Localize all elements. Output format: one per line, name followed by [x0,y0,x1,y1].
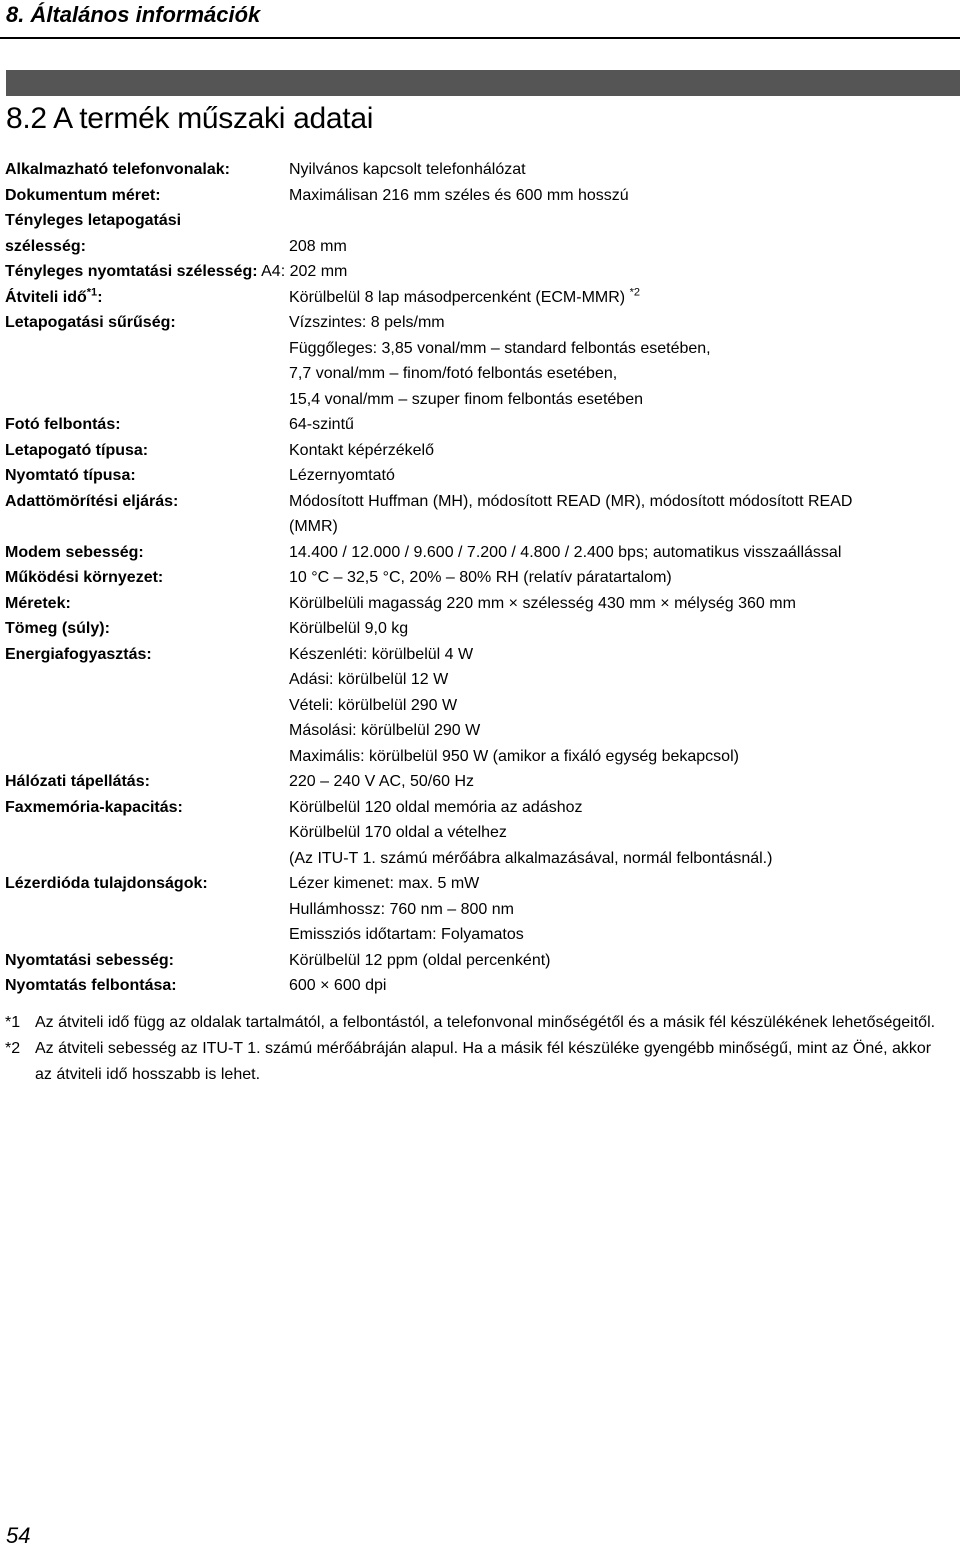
spec-value-cell [289,744,955,770]
spec-row [5,846,955,872]
spec-label-cell [5,667,289,693]
spec-row [5,540,955,566]
spec-value-cell [289,846,955,872]
spec-label-cell [5,948,289,974]
spec-label-cell [5,310,289,336]
spec-value-cell [289,616,955,642]
spec-label-cell [5,846,289,872]
spec-value-cell [289,234,955,260]
spec-value: Módosított Huffman (MH), módosított READ (MR), módosított módosított READ [289,492,853,510]
spec-value-cell [289,922,955,948]
spec-label: Energiafogyasztás: [5,645,152,663]
spec-value: Vételi: körülbelül 290 W [289,696,458,714]
spec-value: Lézer kimenet: max. 5 mW [289,875,480,892]
spec-row [5,514,955,540]
spec-row [5,234,955,260]
spec-label: Lézerdióda tulajdonságok: [5,875,208,892]
spec-value-cell [289,412,955,438]
spec-label: Hálózati tápellátás: [5,773,150,790]
spec-label-cell [5,336,289,362]
spec-row [5,871,955,897]
spec-row [5,769,955,795]
spec-value-cell [289,157,955,183]
spec-value-cell [289,489,955,515]
spec-row [5,693,955,719]
spec-row [5,591,955,617]
section-title: 8.2 A termék műszaki adatai [6,102,374,135]
spec-value: 600 × 600 dpi [289,977,387,994]
spec-value: Körülbelül 8 lap másodpercenként (ECM-MMR) [289,288,626,306]
spec-label-cell [5,897,289,923]
spec-label: Nyomtatási sebesség: [5,951,174,969]
spec-label-cell [5,438,289,464]
spec-value: 64-szintű [289,416,354,433]
spec-value-cell [289,514,955,540]
spec-row [5,616,955,642]
spec-label: Letapogatási sűrűség: [5,314,176,331]
spec-value: 7,7 vonal/mm – finom/fotó felbontás esetében, [289,365,618,382]
spec-label: Működési környezet: [5,569,164,586]
spec-value-cell [289,285,955,311]
spec-row [5,667,955,693]
spec-value: Körülbelüli magasság 220 mm × szélesség 430 mm × mélység 360 mm [289,594,796,612]
spec-label-cell [5,693,289,719]
spec-value: Készenléti: körülbelül 4 W [289,645,474,663]
spec-label-cell [5,616,289,642]
spec-value-cell [289,387,955,413]
spec-label: Tényleges letapogatási [5,212,182,229]
footnote-text: Az átviteli idő függ az oldalak tartalmától, a felbontástól, a telefonvonal minőségétől és a másik fél készülékének lehetőségeitől. [35,1014,936,1031]
spec-value-cell [289,591,955,617]
spec-value-cell [289,795,955,821]
spec-value: Lézernyomtató [289,467,395,484]
spec-row [5,744,955,770]
spec-label-cell [5,361,289,387]
spec-label: Faxmemória-kapacitás: [5,798,183,816]
chapter-divider [0,37,960,39]
spec-label-cell [5,795,289,821]
spec-row [5,795,955,821]
chapter-heading: 8. Általános információk [6,2,261,27]
spec-label-cell [5,565,289,591]
spec-value: Emissziós időtartam: Folyamatos [289,926,524,943]
spec-label-cell [5,718,289,744]
spec-value: Maximális: körülbelül 950 W (amikor a fixáló egység bekapcsol) [289,747,739,765]
spec-label-cell [5,769,289,795]
spec-value-cell [289,208,955,234]
spec-label: Adattömörítési eljárás: [5,492,179,510]
spec-value: 15,4 vonal/mm – szuper finom felbontás esetében [289,390,643,408]
spec-row [5,183,955,209]
spec-label: Tömeg (súly): [5,620,110,637]
spec-row [5,922,955,948]
spec-value: A4: 202 mm [261,263,348,280]
spec-label: Tényleges nyomtatási szélesség: [5,263,258,280]
spec-label-cell [5,489,289,515]
spec-value-cell [289,336,955,362]
spec-label-cell [5,591,289,617]
spec-value-cell [289,948,955,974]
spec-row [5,463,955,489]
spec-value-cell [289,718,955,744]
spec-label-cell [5,285,289,311]
spec-row [5,897,955,923]
spec-value: Maximálisan 216 mm széles és 600 mm hosszú [289,186,629,204]
spec-row [5,642,955,668]
spec-row [5,259,955,285]
spec-value: (Az ITU-T 1. számú mérőábra alkalmazásával, normál felbontásnál.) [289,849,773,867]
spec-row-inline [5,259,955,285]
spec-value-cell [289,667,955,693]
spec-label: Dokumentum méret: [5,186,161,204]
spec-table [5,157,955,999]
spec-value: Vízszintes: 8 pels/mm [289,314,445,331]
spec-label-suffix: : [97,288,103,306]
spec-value-cell [289,540,955,566]
spec-value: 10 °C – 32,5 °C, 20% – 80% RH (relatív páratartalom) [289,569,672,586]
spec-value: 14.400 / 12.000 / 9.600 / 7.200 / 4.800 / 2.400 bps; automatikus visszaállással [289,543,842,561]
spec-value: Nyilvános kapcsolt telefonhálózat [289,161,526,178]
spec-row [5,285,955,311]
spec-value-cell [289,565,955,591]
footnote [5,1010,950,1036]
spec-row [5,387,955,413]
spec-value: 220 – 240 V AC, 50/60 Hz [289,773,475,790]
spec-label-cell [5,922,289,948]
spec-value-cell [289,871,955,897]
spec-row [5,310,955,336]
spec-row [5,412,955,438]
spec-label: Modem sebesség: [5,543,144,561]
spec-value-cell [289,820,955,846]
spec-row [5,208,955,234]
spec-label-cell [5,540,289,566]
spec-label-cell [5,183,289,209]
spec-value-cell [289,642,955,668]
spec-table-body [5,157,955,999]
spec-row [5,820,955,846]
spec-label: Átviteli idő [5,288,87,306]
footnote-mark: *2 [5,1040,21,1057]
spec-value-cell [289,693,955,719]
spec-label-cell [5,412,289,438]
spec-value-cell [289,310,955,336]
spec-row [5,948,955,974]
spec-value: Függőleges: 3,85 vonal/mm – standard felbontás esetében, [289,339,711,357]
spec-value: Hullámhossz: 760 nm – 800 nm [289,900,514,918]
spec-row [5,157,955,183]
footnote-ref: *1 [86,286,98,299]
spec-value-cell [289,973,955,999]
spec-label: Méretek: [5,594,71,612]
page-number: 54 [6,1523,31,1548]
footnotes [5,1010,950,1088]
spec-row [5,438,955,464]
spec-value: Adási: körülbelül 12 W [289,671,449,688]
spec-value: Körülbelül 12 ppm (oldal percenként) [289,951,551,969]
spec-value: Kontakt képérzékelő [289,441,434,459]
footnote-text: Az átviteli sebesség az ITU-T 1. számú mérőábráján alapul. Ha a másik fél készüléke gyengébb minőségű, mint az Öné, akkor az átviteli idő hosszabb is lehet. [35,1040,932,1083]
spec-value: Körülbelül 120 oldal memória az adáshoz [289,798,583,816]
spec-label: Fotó felbontás: [5,416,121,433]
spec-label: Alkalmazható telefonvonalak: [5,161,230,178]
spec-row [5,973,955,999]
spec-label-cell [5,871,289,897]
spec-value: Másolási: körülbelül 290 W [289,722,481,739]
spec-label: Nyomtató típusa: [5,467,136,484]
spec-row [5,489,955,515]
spec-label-cell [5,744,289,770]
spec-row [5,565,955,591]
spec-label: Nyomtatás felbontása: [5,977,177,994]
spec-label-cell [5,208,289,234]
spec-row [5,718,955,744]
spec-value-cell [289,438,955,464]
spec-label: Letapogató típusa: [5,441,149,459]
spec-value-cell [289,463,955,489]
spec-label-cell [5,463,289,489]
spec-label-cell [5,387,289,413]
spec-label-cell [5,234,289,260]
spec-value: 208 mm [289,237,347,255]
spec-value-cell [289,769,955,795]
section-bar [6,70,960,96]
spec-label-cell [5,157,289,183]
footnote-ref: *2 [629,286,640,299]
spec-value-cell [289,897,955,923]
spec-value-cell [289,361,955,387]
spec-label-cell [5,642,289,668]
spec-label: szélesség: [5,237,86,255]
spec-value: Körülbelül 9,0 kg [289,620,409,637]
spec-label-cell [5,820,289,846]
spec-label-cell [5,973,289,999]
spec-row [5,336,955,362]
spec-value-cell [289,183,955,209]
spec-value: Körülbelül 170 oldal a vételhez [289,824,507,841]
footnote-mark: *1 [5,1014,21,1031]
spec-label-cell [5,514,289,540]
spec-row [5,361,955,387]
spec-value: (MMR) [289,518,338,535]
footnote [5,1036,950,1088]
